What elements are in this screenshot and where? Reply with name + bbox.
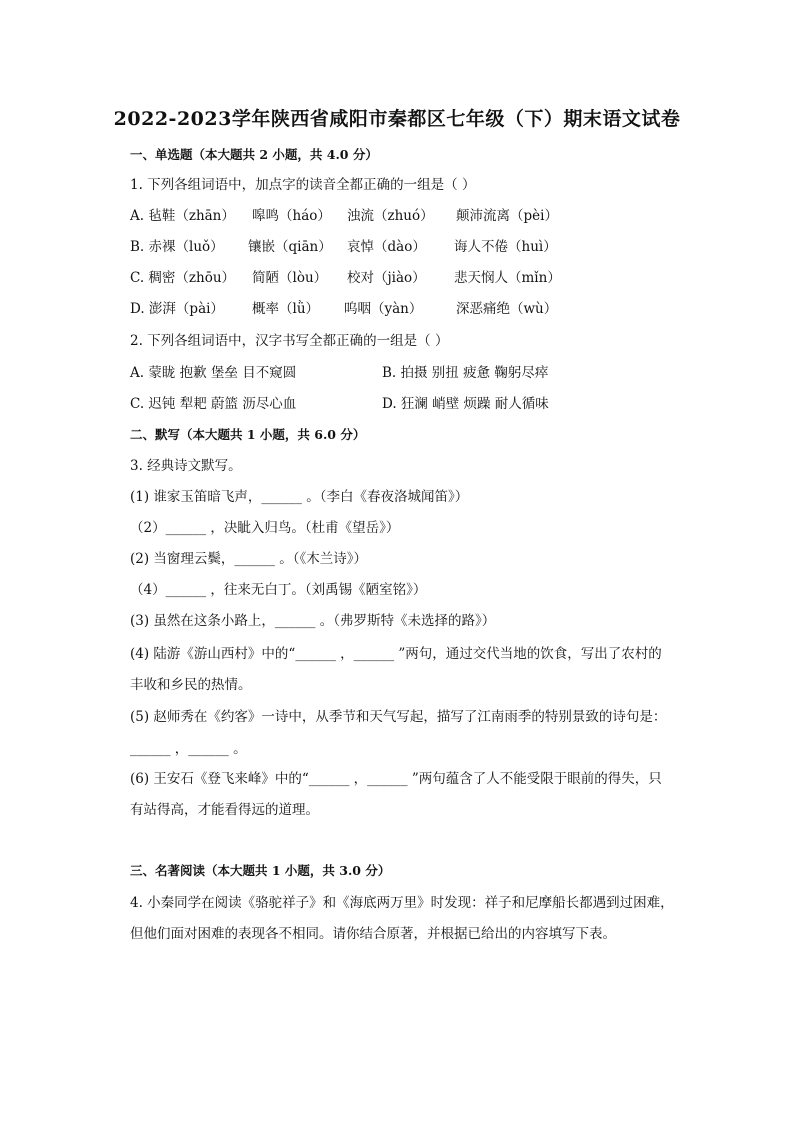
dictation-line-4: （4）______ ，往来无白丁。（刘禹锡《陋室铭》） (130, 582, 427, 598)
dictation-line-5: (3) 虽然在这条小路上，______ 。（弗罗斯特《未选择的路》） (130, 613, 496, 629)
dictation-line-3: (2) 当窗理云鬓，______ 。（《木兰诗》） (130, 551, 367, 567)
q2-option-a: A. 蒙眬 抱歉 堡垒 目不窥圆 (130, 365, 297, 381)
section-heading-dictation: 二、默写（本大题共 1 小题，共 6.0 分） (130, 427, 366, 442)
dictation-line-6: (4) 陆游《游山西村》中的“______ ，______ ”两句，通过交代当地的饮食，写出了农村的 (130, 646, 662, 662)
dictation-line-8-cont: 有站得高，才能看得远的道理。 (130, 802, 319, 818)
section-heading-classic-reading: 三、名著阅读（本大题共 1 小题，共 3.0 分） (130, 863, 391, 878)
dictation-line-7-cont: ______ ，______ 。 (130, 741, 247, 757)
question-1-stem: 1. 下列各组词语中，加点字的读音全都正确的一组是（ ） (130, 177, 476, 193)
q1-option-d-word1: D. 澎湃（pài） (130, 301, 224, 317)
exam-title: 2022-2023学年陕西省咸阳市秦都区七年级（下）期末语文试卷 (113, 108, 681, 130)
question-4-line-2: 但他们面对困难的表现各不相同。请你结合原著，并根据已给出的内容填写下表。 (130, 926, 616, 942)
dictation-line-6-cont: 丰收和乡民的热情。 (130, 677, 252, 693)
section-heading-single-choice: 一、单选题（本大题共 2 小题，共 4.0 分） (130, 147, 378, 162)
q1-option-a-word4: 颠沛流离（pèi） (456, 208, 558, 224)
q1-option-b-word2: 镶嵌（qiān） (248, 239, 332, 255)
q1-option-c-word3: 校对（jiào） (347, 270, 426, 286)
dictation-line-1: (1) 谁家玉笛暗飞声，______ 。（李白《春夜洛城闻笛》） (130, 489, 469, 505)
q1-option-a-word1: A. 毡鞋（zhān） (130, 208, 235, 224)
q1-option-d-word2: 概率（lǜ） (252, 301, 320, 317)
q2-option-c: C. 迟钝 犁耙 蔚篮 沥尽心血 (130, 396, 297, 412)
q1-option-c-word1: C. 稠密（zhōu） (130, 270, 236, 286)
question-4-line-1: 4. 小秦同学在阅读《骆驼祥子》和《海底两万里》时发现：祥子和尼摩船长都遇到过困难， (130, 895, 674, 911)
q1-option-d-word4: 深恶痛绝（wù） (456, 301, 558, 317)
q1-option-c-word4: 悲天悯人（mǐn） (454, 270, 561, 286)
dictation-line-8: (6) 王安石《登飞来峰》中的“______ ，______ ”两句蕴含了人不能受限于眼前的得失，只 (130, 771, 662, 787)
question-2-stem: 2. 下列各组词语中，汉字书写全都正确的一组是（ ） (130, 333, 449, 349)
q1-option-a-word2: 嗥鸣（háo） (252, 208, 331, 224)
q1-option-c-word2: 简陋（lòu） (252, 270, 328, 286)
q1-option-a-word3: 浊流（zhuó） (347, 208, 434, 224)
q1-option-d-word3: 呜咽（yàn） (344, 301, 423, 317)
dictation-line-7: (5) 赵师秀在《约客》一诗中，从季节和天气写起，描写了江南雨季的特别景致的诗句是： (130, 709, 667, 725)
q1-option-b-word1: B. 赤裸（luǒ） (130, 239, 224, 255)
dictation-line-2: （2）______ ，决眦入归鸟。（杜甫《望岳》） (130, 520, 400, 536)
q1-option-b-word4: 诲人不倦（huì） (454, 239, 557, 255)
q1-option-b-word3: 哀悼（dào） (347, 239, 426, 255)
question-3-stem: 3. 经典诗文默写。 (130, 458, 242, 474)
q2-option-b: B. 拍摄 别扭 疲惫 鞠躬尽瘁 (382, 365, 549, 381)
q2-option-d: D. 狂澜 峭壁 烦躁 耐人循味 (382, 396, 549, 412)
